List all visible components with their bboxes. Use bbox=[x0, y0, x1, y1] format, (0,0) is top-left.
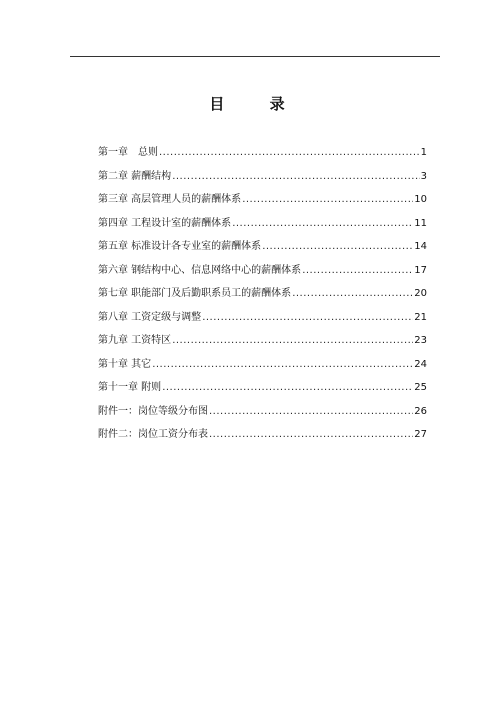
toc-entry[interactable] bbox=[98, 239, 427, 263]
toc-dot-leader bbox=[242, 192, 413, 208]
toc-entry-label: 第七章 职能部门及后勤职系员工的薪酬体系 bbox=[98, 288, 292, 299]
toc-dot-leader bbox=[202, 310, 413, 326]
toc-dot-leader bbox=[172, 169, 419, 185]
toc-dot-leader bbox=[162, 380, 413, 396]
toc-entry[interactable] bbox=[98, 404, 427, 428]
toc-entry[interactable] bbox=[98, 380, 427, 404]
toc-dot-leader bbox=[262, 239, 413, 255]
toc-entry[interactable] bbox=[98, 169, 427, 193]
toc-entry-label: 第九章 工资特区 bbox=[98, 335, 172, 346]
toc-entry-page: 24 bbox=[414, 358, 427, 370]
toc-entry-label: 第四章 工程设计室的薪酬体系 bbox=[98, 217, 232, 229]
header-rule bbox=[70, 56, 440, 57]
table-of-contents bbox=[98, 145, 427, 451]
toc-entry[interactable] bbox=[98, 286, 427, 310]
toc-dot-leader bbox=[152, 357, 413, 373]
toc-dot-leader bbox=[302, 263, 413, 279]
toc-entry-label: 第一章 总则 bbox=[98, 147, 158, 158]
toc-entry-page: 20 bbox=[414, 288, 427, 299]
toc-entry-page: 3 bbox=[420, 170, 427, 182]
toc-title: 目 录 bbox=[209, 95, 305, 113]
toc-entry-label: 第六章 钢结构中心、信息网络中心的薪酬体系 bbox=[98, 264, 302, 276]
toc-entry-page: 17 bbox=[414, 264, 427, 276]
toc-entry[interactable] bbox=[98, 216, 427, 240]
toc-entry-label: 第十章 其它 bbox=[98, 358, 152, 370]
toc-dot-leader bbox=[292, 286, 413, 302]
toc-entry[interactable] bbox=[98, 310, 427, 334]
toc-dot-leader bbox=[209, 427, 413, 443]
toc-entry-label: 第十一章 附则 bbox=[98, 382, 162, 393]
toc-entry-label: 第三章 高层管理人员的薪酬体系 bbox=[98, 194, 242, 205]
toc-entry-page: 11 bbox=[414, 217, 427, 229]
toc-entry-label: 附件二：岗位工资分布表 bbox=[98, 429, 208, 440]
toc-entry-label: 附件一：岗位等级分布图 bbox=[98, 405, 208, 417]
toc-entry-page: 25 bbox=[414, 382, 427, 393]
toc-entry[interactable] bbox=[98, 263, 427, 287]
toc-dot-leader bbox=[209, 404, 413, 420]
toc-entry-page: 14 bbox=[414, 241, 427, 252]
toc-entry[interactable] bbox=[98, 333, 427, 357]
toc-entry-page: 27 bbox=[414, 429, 427, 440]
toc-entry[interactable] bbox=[98, 427, 427, 451]
toc-entry[interactable] bbox=[98, 192, 427, 216]
toc-entry[interactable] bbox=[98, 357, 427, 381]
toc-entry-label: 第五章 标准设计各专业室的薪酬体系 bbox=[98, 241, 262, 252]
toc-entry-page: 1 bbox=[420, 147, 427, 158]
toc-dot-leader bbox=[232, 216, 413, 232]
toc-entry-page: 26 bbox=[414, 405, 427, 417]
toc-entry-label: 第二章 薪酬结构 bbox=[98, 170, 172, 182]
toc-entry-page: 10 bbox=[414, 194, 427, 205]
toc-entry-label: 第八章 工资定级与调整 bbox=[98, 311, 202, 323]
toc-dot-leader bbox=[172, 333, 413, 349]
toc-dot-leader bbox=[159, 145, 420, 161]
toc-entry[interactable] bbox=[98, 145, 427, 169]
toc-entry-page: 23 bbox=[414, 335, 427, 346]
toc-entry-page: 21 bbox=[414, 311, 427, 323]
